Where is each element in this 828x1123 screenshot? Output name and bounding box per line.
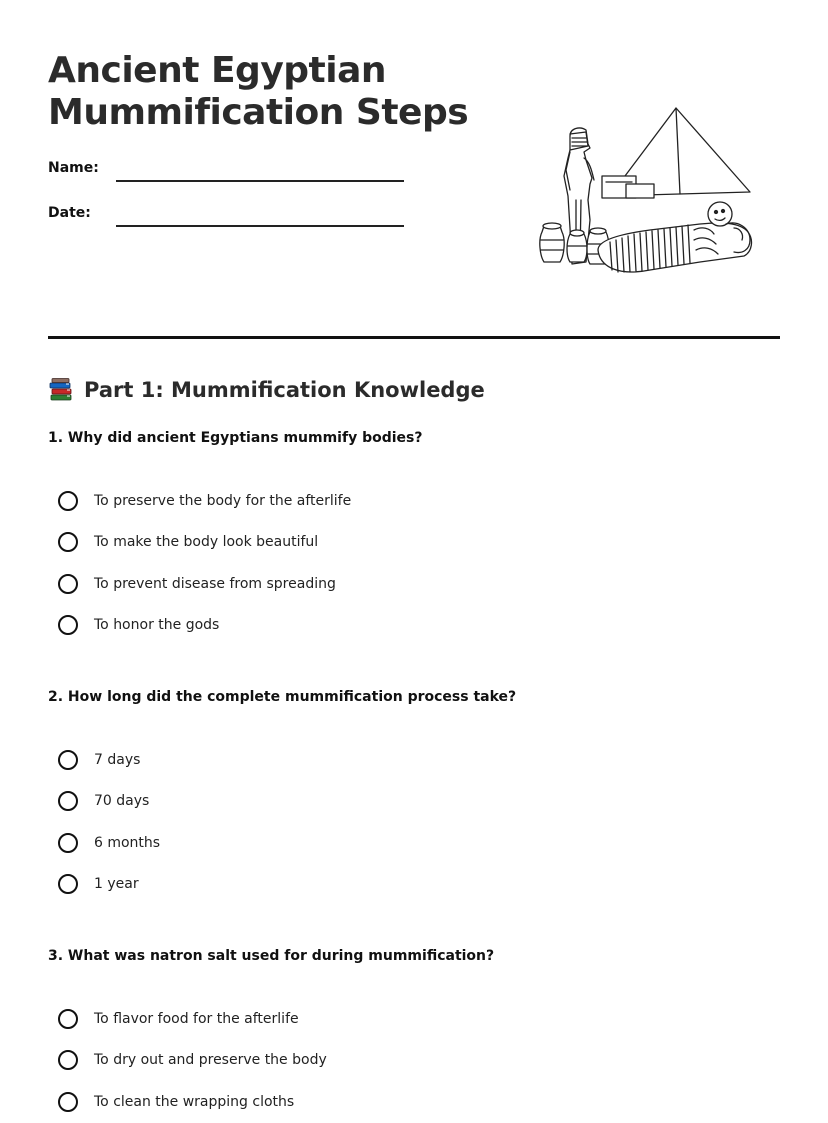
question-3 <box>48 946 768 1110</box>
answer-option[interactable] <box>58 739 160 781</box>
canopic-jar-icon <box>567 230 587 262</box>
radio-button[interactable] <box>58 1092 78 1112</box>
radio-button[interactable] <box>58 750 78 770</box>
answer-option[interactable] <box>58 781 160 823</box>
date-input-line[interactable] <box>116 225 404 227</box>
date-label: Date: <box>48 205 91 221</box>
radio-button[interactable] <box>58 1009 78 1029</box>
question-text: 1. Why did ancient Egyptians mummify bodies? <box>48 430 423 446</box>
egyptian-scene-illustration <box>530 100 762 286</box>
option-label: 1 year <box>94 876 139 893</box>
answer-option[interactable] <box>58 1081 327 1123</box>
question-1 <box>48 428 768 634</box>
answer-option[interactable] <box>58 998 327 1040</box>
option-label: To honor the gods <box>94 617 220 634</box>
name-input-line[interactable] <box>116 180 404 182</box>
answer-option[interactable] <box>58 864 160 906</box>
radio-button[interactable] <box>58 491 78 511</box>
part1-title: Part 1: Mummification Knowledge <box>84 378 485 402</box>
worksheet-title: Ancient Egyptian Mummification Steps <box>48 50 469 133</box>
part1-heading <box>48 374 485 406</box>
answer-option[interactable] <box>58 1040 327 1082</box>
mummy-icon <box>598 202 751 272</box>
radio-button[interactable] <box>58 532 78 552</box>
option-label: To dry out and preserve the body <box>94 1052 327 1069</box>
option-label: To clean the wrapping cloths <box>94 1093 295 1110</box>
answer-option[interactable] <box>58 605 351 647</box>
answer-option[interactable] <box>58 822 160 864</box>
option-label: 7 days <box>94 751 141 768</box>
canopic-jar-icon <box>540 223 564 262</box>
radio-button[interactable] <box>58 874 78 894</box>
question-2 <box>48 687 768 893</box>
radio-button[interactable] <box>58 791 78 811</box>
answer-option[interactable] <box>58 522 351 564</box>
radio-button[interactable] <box>58 574 78 594</box>
question-text: 3. What was natron salt used for during mummification? <box>48 948 495 964</box>
option-label: To prevent disease from spreading <box>94 575 336 592</box>
answer-options <box>58 998 327 1123</box>
option-label: 70 days <box>94 793 150 810</box>
answer-options <box>58 739 160 905</box>
books-icon <box>48 377 74 403</box>
option-label: To make the body look beautiful <box>94 534 319 551</box>
radio-button[interactable] <box>58 615 78 635</box>
question-text: 2. How long did the complete mummification process take? <box>48 689 517 705</box>
date-field[interactable] <box>48 205 408 229</box>
radio-button[interactable] <box>58 1050 78 1070</box>
radio-button[interactable] <box>58 833 78 853</box>
name-field[interactable] <box>48 160 408 184</box>
option-label: To preserve the body for the afterlife <box>94 492 352 509</box>
answer-option[interactable] <box>58 480 351 522</box>
answer-option[interactable] <box>58 563 351 605</box>
option-label: To flavor food for the afterlife <box>94 1010 299 1027</box>
option-label: 6 months <box>94 834 161 851</box>
section-divider <box>48 336 780 339</box>
answer-options <box>58 480 351 646</box>
name-label: Name: <box>48 160 99 176</box>
